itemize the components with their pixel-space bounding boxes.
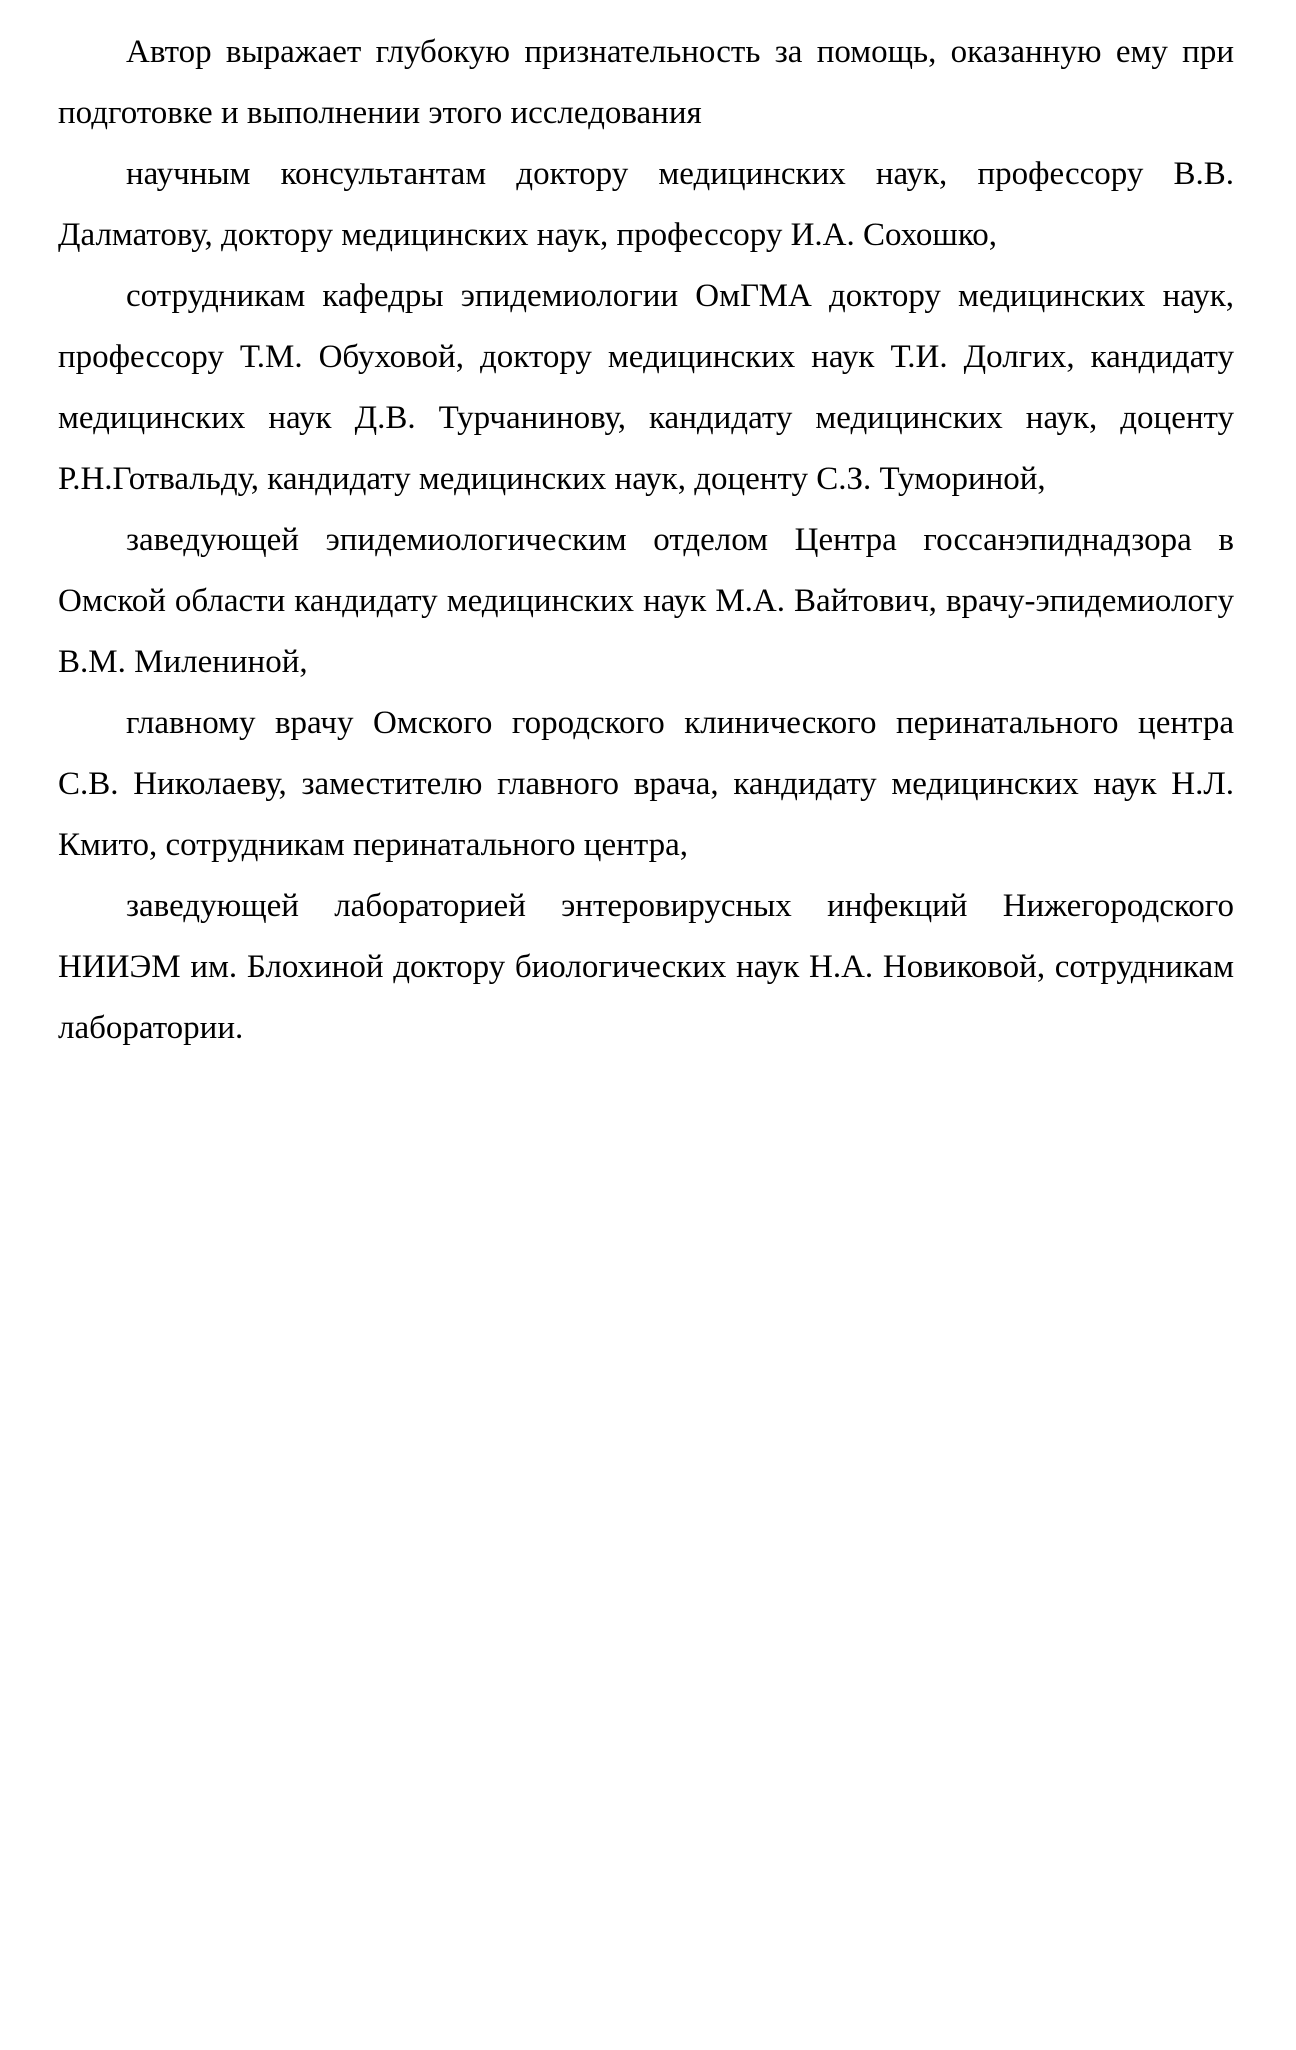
- paragraph-sanitary-center: заведующей эпидемиологическим отделом Центра госсанэпиднадзора в Омской области кандидату медицинских наук М.А. Вайтович, врачу-эпидемиологу В.М. Милениной,: [58, 522, 1234, 680]
- paragraph-consultants: научным консультантам доктору медицинских наук, профессору В.В. Далматову, доктору медицинских наук, профессору И.А. Сохошко,: [58, 156, 1234, 253]
- paragraph-perinatal-center: главному врачу Омского городского клинического перинатального центра С.В. Николаеву, заместителю главного врача, кандидату медицинских наук Н.Л. Кмито, сотрудникам перинатального центра,: [58, 705, 1234, 863]
- paragraph-laboratory: заведующей лабораторией энтеровирусных инфекций Нижегородского НИИЭМ им. Блохиной доктору биологических наук Н.А. Новиковой, сотрудникам лаборатории.: [58, 888, 1234, 1046]
- paragraph-epidemiology-department: сотрудникам кафедры эпидемиологии ОмГМА доктору медицинских наук, профессору Т.М. Обуховой, доктору медицинских наук Т.И. Долгих, кандидату медицинских наук Д.В. Турчанинову, кандидату медицинских наук, доценту Р.Н.Готвальду, кандидату медицинских наук, доценту С.З. Тумориной,: [58, 278, 1234, 497]
- acknowledgements-text: [58, 22, 1234, 1059]
- paragraph-intro: Автор выражает глубокую признательность за помощь, оказанную ему при подготовке и выполнении этого исследования: [58, 34, 1234, 131]
